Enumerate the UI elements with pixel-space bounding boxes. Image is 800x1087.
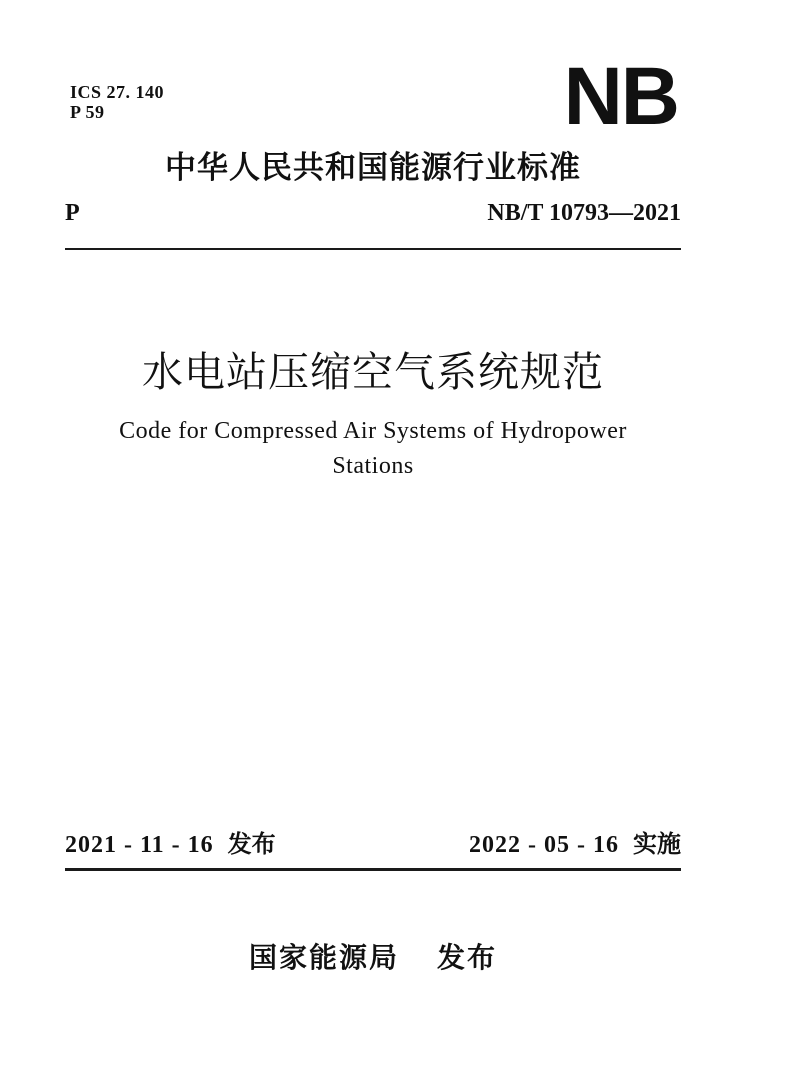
dates-row <box>65 830 681 860</box>
ics-code: ICS 27. 140 <box>70 82 165 102</box>
classification-code: P 59 <box>70 102 105 122</box>
ics-classification-block <box>70 82 164 122</box>
publisher-name: 国家能源局 <box>248 942 399 973</box>
issue-date: 2021 - 11 - 16 <box>65 832 214 858</box>
bottom-divider-line <box>65 868 681 871</box>
implement-date: 2022 - 05 - 16 <box>469 832 619 858</box>
implement-date-group <box>469 830 681 860</box>
issue-date-group <box>65 830 276 860</box>
standard-number-row <box>65 199 681 227</box>
title-english <box>65 414 681 484</box>
publisher-row <box>65 942 681 974</box>
nb-logo: NB <box>563 51 678 142</box>
publish-label: 发布 <box>437 942 498 973</box>
title-english-line1: Code for Compressed Air Systems of Hydropower <box>119 418 627 444</box>
top-divider-line <box>65 248 681 250</box>
title-english-line2: Stations <box>332 453 414 479</box>
standard-number: NB/T 10793—2021 <box>487 200 681 226</box>
issue-label: 发布 <box>227 831 276 858</box>
document-class: P <box>65 200 80 226</box>
title-chinese: 水电站压缩空气系统规范 <box>142 349 604 395</box>
standard-category-title: 中华人民共和国能源行业标准 <box>165 150 581 185</box>
implement-label: 实施 <box>633 831 681 858</box>
